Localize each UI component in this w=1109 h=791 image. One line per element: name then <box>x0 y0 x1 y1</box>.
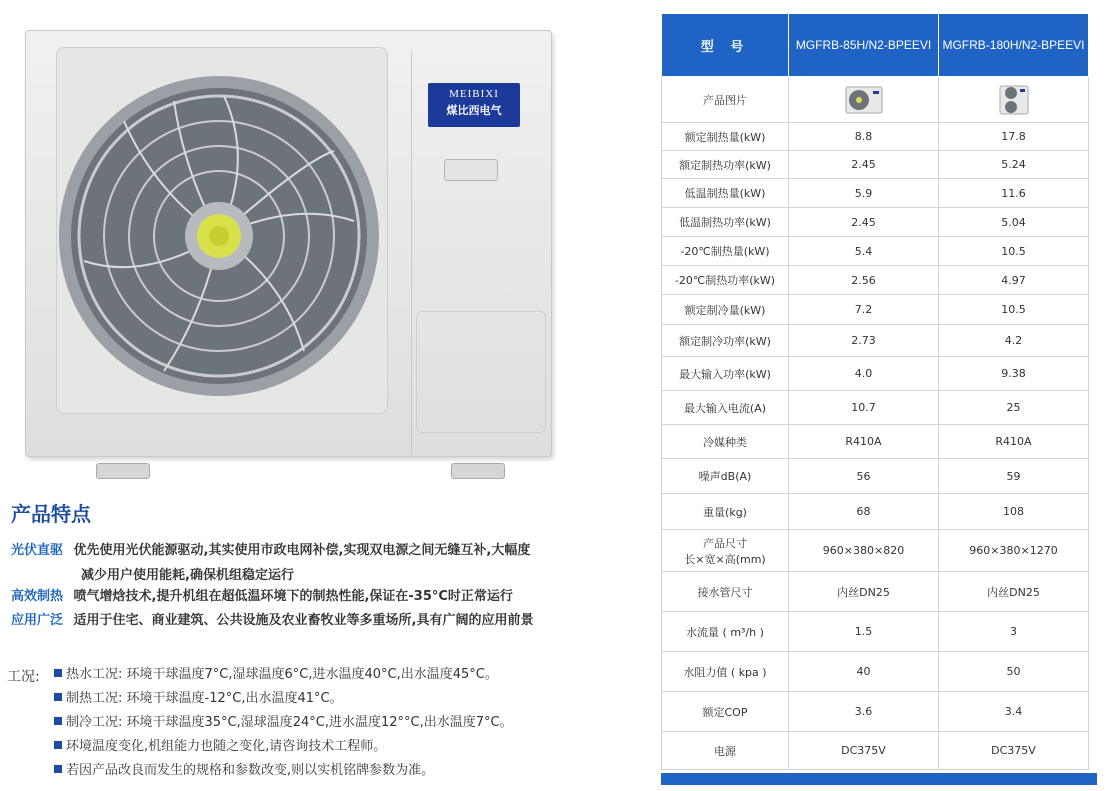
row-label-text: 最大输入功率(kW) <box>679 367 771 381</box>
row-label-text: 额定制冷功率(kW) <box>679 334 771 348</box>
row-label <box>662 295 789 325</box>
cell-value: 68 <box>789 494 939 530</box>
row-label <box>662 612 789 652</box>
table-row <box>662 530 1089 572</box>
feature-item <box>11 585 513 604</box>
row-label <box>662 357 789 391</box>
cell-value: 5.9 <box>789 179 939 208</box>
condition-item <box>54 666 513 690</box>
logo-text-en: MEIBIXI <box>449 88 499 100</box>
conditions-label: 工况: <box>7 669 40 685</box>
condition-item <box>54 714 513 738</box>
cell-value: 108 <box>939 494 1089 530</box>
condition-item <box>54 690 513 714</box>
heat-pump-single-fan-icon <box>844 85 884 115</box>
row-label-text: -20℃制热量(kW) <box>680 245 770 258</box>
cell-value: 2.73 <box>789 325 939 357</box>
row-label <box>662 179 789 208</box>
bullet-square-icon <box>54 693 62 701</box>
cell-value: 17.8 <box>939 123 1089 151</box>
feature-desc: 喷气增焓技术,提升机组在超低温环境下的制热性能,保证在-35°C时正常运行 <box>73 589 513 604</box>
cell-value: 5.04 <box>939 208 1089 237</box>
row-label <box>662 494 789 530</box>
cell-value: 5.4 <box>789 237 939 266</box>
table-row <box>662 179 1089 208</box>
cell-value: 50 <box>939 652 1089 692</box>
row-label <box>662 391 789 425</box>
table-row <box>662 266 1089 295</box>
row-label <box>662 208 789 237</box>
table-row <box>662 732 1089 770</box>
row-label-text: 水流量 ( m³/h ) <box>686 625 764 639</box>
feature-name: 应用广泛 <box>11 613 64 628</box>
cell-value: R410A <box>789 425 939 459</box>
product-photo <box>20 20 560 475</box>
cell-value: 59 <box>939 459 1089 494</box>
row-label-text: 额定制热量(kW) <box>684 130 766 144</box>
condition-text: 热水工况: 环境干球温度7°C,湿球温度6°C,进水温度40°C,出水温度45°C。 <box>66 667 498 682</box>
row-label-text: 重量(kg) <box>703 505 747 519</box>
row-label-text: -20℃制热功率(kW) <box>674 274 776 287</box>
table-row <box>662 123 1089 151</box>
row-label-text: 额定COP <box>702 705 748 719</box>
bottom-accent-bar <box>661 773 1097 785</box>
table-row <box>662 572 1089 612</box>
cell-value: 3.4 <box>939 692 1089 732</box>
cell-value: 10.7 <box>789 391 939 425</box>
cell-value: 4.2 <box>939 325 1089 357</box>
row-label <box>662 325 789 357</box>
cell-value: 10.5 <box>939 237 1089 266</box>
table-row <box>662 77 1089 123</box>
logo-text-cn: 煤比西电气 <box>446 104 502 117</box>
feature-desc: 适用于住宅、商业建筑、公共设施及农业畜牧业等多重场所,具有广阔的应用前景 <box>73 613 534 628</box>
row-label <box>662 151 789 179</box>
cell-value: 25 <box>939 391 1089 425</box>
row-label-text: 低温制热功率(kW) <box>679 216 771 229</box>
condition-text: 若因产品改良而发生的规格和参数改变,则以实机铭牌参数为准。 <box>66 763 435 778</box>
features-title: 产品特点 <box>11 502 91 526</box>
model-name: MGFRB-180H/N2-BPEEVI <box>939 14 1089 77</box>
condition-text: 制冷工况: 环境干球温度35°C,湿球温度24°C,进水温度12°°C,出水温度7°C。 <box>66 715 513 730</box>
condition-item <box>54 738 513 762</box>
cell-value: DC375V <box>939 732 1089 770</box>
cell-value: 2.45 <box>789 151 939 179</box>
row-label-text: 水阻力值 ( kpa ) <box>683 665 767 679</box>
row-label <box>662 123 789 151</box>
row-label <box>662 266 789 295</box>
table-row <box>662 357 1089 391</box>
conditions-list <box>54 666 513 786</box>
cell-value: 7.2 <box>789 295 939 325</box>
feature-name: 光伏直驱 <box>11 543 64 558</box>
spec-table <box>661 13 1089 770</box>
cell-value: 1.5 <box>789 612 939 652</box>
feature-name: 高效制热 <box>11 589 64 604</box>
feature-item <box>11 539 530 583</box>
cell-value: 960×380×820 <box>789 530 939 572</box>
heat-pump-unit <box>25 30 552 457</box>
row-label-text: 噪声dB(A) <box>698 470 752 483</box>
model-name: MGFRB-85H/N2-BPEEVI <box>789 14 939 77</box>
row-label-text: 低温制热量(kW) <box>684 187 766 200</box>
cell-value: 11.6 <box>939 179 1089 208</box>
table-row <box>662 391 1089 425</box>
cell-value: 10.5 <box>939 295 1089 325</box>
table-row <box>662 325 1089 357</box>
cell-value: 960×380×1270 <box>939 530 1089 572</box>
table-row <box>662 295 1089 325</box>
table-row <box>662 459 1089 494</box>
row-label <box>662 692 789 732</box>
table-row <box>662 208 1089 237</box>
table-row <box>662 425 1089 459</box>
table-row <box>662 494 1089 530</box>
feature-desc-continued: 减少用户使用能耗,确保机组稳定运行 <box>81 568 294 583</box>
product-thumbnail <box>789 77 939 123</box>
row-label-text: 接水管尺寸 <box>697 585 753 599</box>
row-label <box>662 237 789 266</box>
brand-logo <box>428 83 520 127</box>
cell-value: 2.56 <box>789 266 939 295</box>
bullet-square-icon <box>54 741 62 749</box>
row-label-text: 额定制热功率(kW) <box>679 158 771 172</box>
feature-desc: 优先使用光伏能源驱动,其实使用市政电网补偿,实现双电源之间无缝互补,大幅度 <box>73 543 531 558</box>
panel-handle <box>444 159 498 181</box>
table-header-row <box>662 14 1089 77</box>
row-label <box>662 530 789 572</box>
row-label-subtext: 长×宽×高(mm) <box>684 552 766 566</box>
cell-value: 4.97 <box>939 266 1089 295</box>
model-header: 型 号 <box>662 14 789 77</box>
bullet-square-icon <box>54 765 62 773</box>
cell-value: 2.45 <box>789 208 939 237</box>
cell-value: 56 <box>789 459 939 494</box>
row-label-text: 产品尺寸 <box>703 536 747 550</box>
mounting-foot-left <box>96 463 150 479</box>
side-vent <box>416 311 546 433</box>
spec-rows <box>662 123 1089 770</box>
row-label <box>662 425 789 459</box>
condition-text: 环境温度变化,机组能力也随之变化,请咨询技术工程师。 <box>66 739 387 754</box>
condition-text: 制热工况: 环境干球温度-12°C,出水温度41°C。 <box>66 691 343 706</box>
cell-value: 3 <box>939 612 1089 652</box>
table-row <box>662 237 1089 266</box>
cell-value: DC375V <box>789 732 939 770</box>
condition-item <box>54 762 513 786</box>
row-label <box>662 732 789 770</box>
row-label-text: 冷媒种类 <box>703 435 747 449</box>
row-label-text: 额定制冷量(kW) <box>684 303 766 317</box>
feature-item <box>11 609 533 628</box>
cell-value: 9.38 <box>939 357 1089 391</box>
mounting-foot-right <box>451 463 505 479</box>
fan-grille-icon <box>54 71 384 401</box>
bullet-square-icon <box>54 669 62 677</box>
table-row <box>662 692 1089 732</box>
product-thumbnail <box>939 77 1089 123</box>
table-row <box>662 151 1089 179</box>
cell-value: 4.0 <box>789 357 939 391</box>
row-label <box>662 459 789 494</box>
table-row <box>662 652 1089 692</box>
row-label-text: 电源 <box>714 744 736 758</box>
cell-value: 3.6 <box>789 692 939 732</box>
row-label <box>662 652 789 692</box>
cell-value: 内丝DN25 <box>939 572 1089 612</box>
bullet-square-icon <box>54 717 62 725</box>
row-label: 产品图片 <box>662 77 789 123</box>
row-label <box>662 572 789 612</box>
heat-pump-dual-fan-icon <box>994 85 1034 115</box>
table-row <box>662 612 1089 652</box>
cell-value: 8.8 <box>789 123 939 151</box>
row-label-text: 最大输入电流(A) <box>683 401 767 415</box>
cell-value: 40 <box>789 652 939 692</box>
cell-value: 5.24 <box>939 151 1089 179</box>
cell-value: 内丝DN25 <box>789 572 939 612</box>
cell-value: R410A <box>939 425 1089 459</box>
